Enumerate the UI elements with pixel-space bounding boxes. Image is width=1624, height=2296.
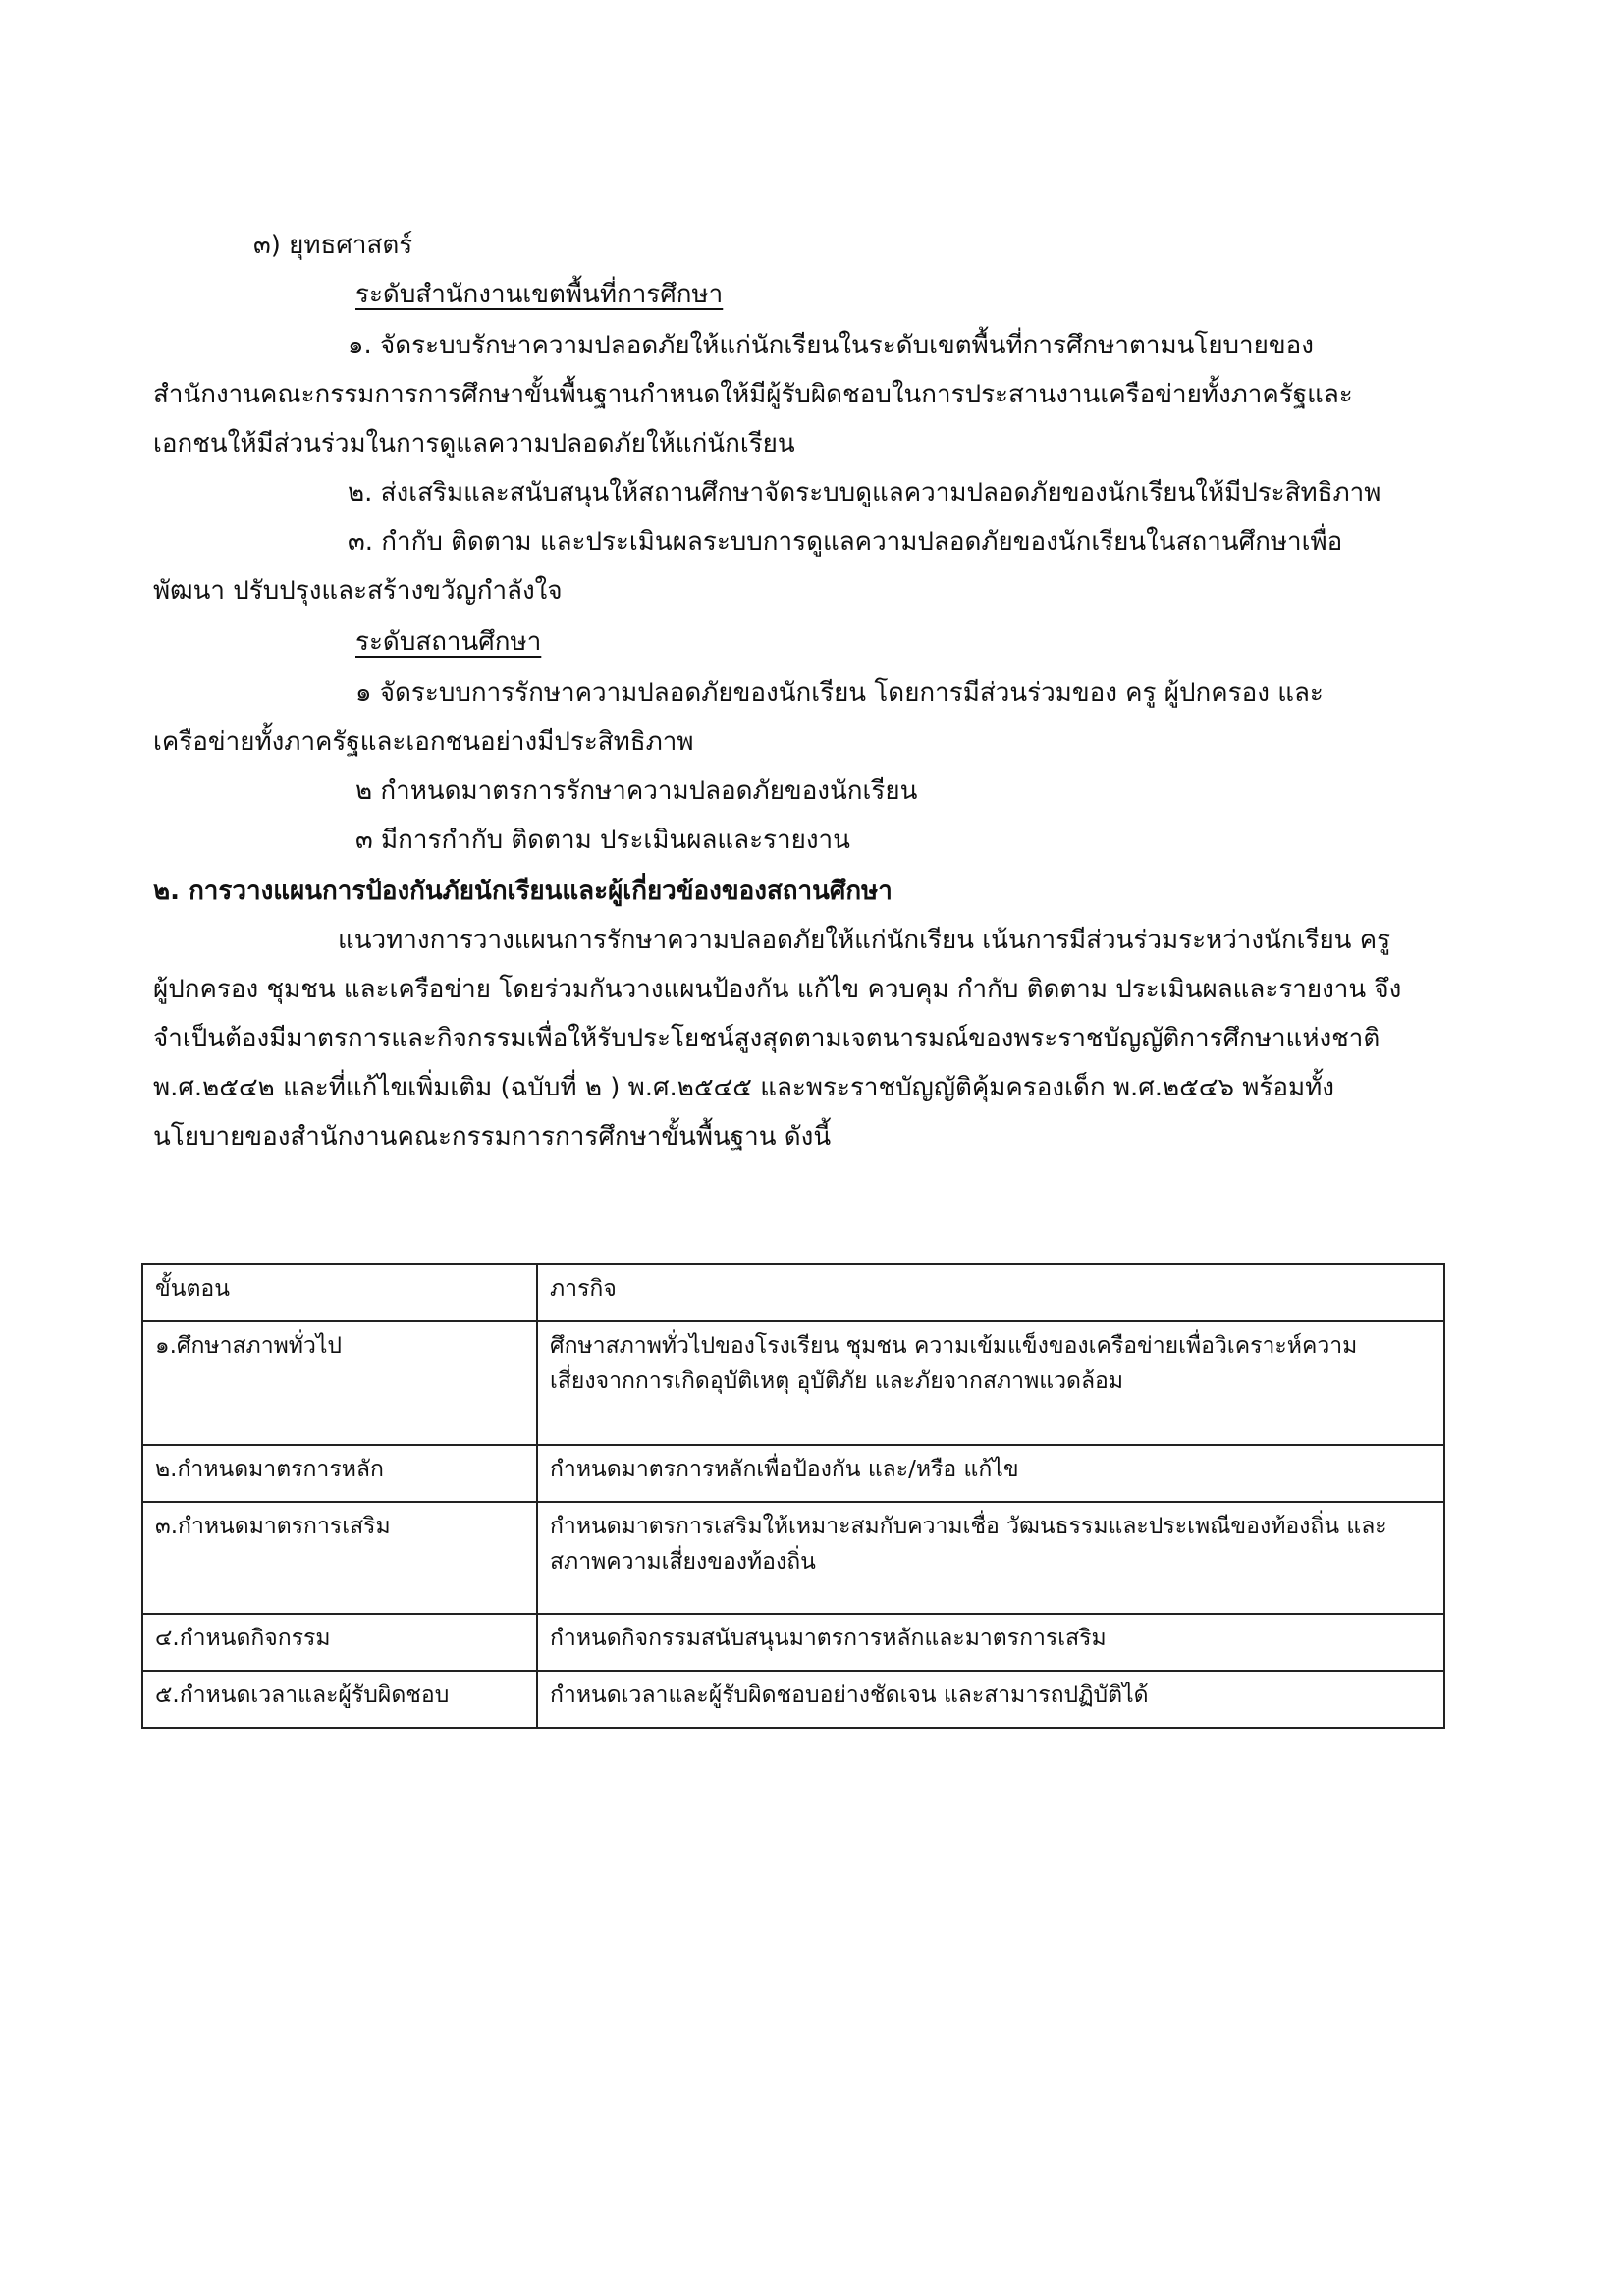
section2-para-line4: พ.ศ.๒๕๔๒ และที่แก้ไขเพิ่มเติม (ฉบับที่ ๒ ) พ.ศ.๒๕๔๕ และพระราชบัญญัติคุ้มครองเด็ก พ.ศ.๒๕๔๖ พร้อมทั้ง	[153, 1073, 1334, 1102]
table-cell-task	[537, 1671, 1444, 1728]
task-line: กำหนดมาตรการเสริมให้เหมาะสมกับความเชื่อ วัฒนธรรมและประเพณีของท้องถิ่น และ	[550, 1514, 1387, 1539]
section2-heading: ๒. การวางแผนการป้องกันภัยนักเรียนและผู้เกี่ยวข้องของสถานศึกษา	[153, 877, 893, 906]
school-item1-line2: เครือข่ายทั้งภาครัฐและเอกชนอย่างมีประสิทธิภาพ	[153, 727, 694, 757]
task-line: กำหนดมาตรการหลักเพื่อป้องกัน และ/หรือ แก้ไข	[550, 1457, 1019, 1482]
table-row	[142, 1671, 1444, 1728]
table-row	[142, 1502, 1444, 1614]
table-cell-task	[537, 1614, 1444, 1671]
table-header-task: ภารกิจ	[537, 1264, 1444, 1321]
table-row	[142, 1445, 1444, 1502]
table-cell-step: ๒.กำหนดมาตรการหลัก	[142, 1445, 537, 1502]
table-row	[142, 1321, 1444, 1445]
table-cell-task	[537, 1445, 1444, 1502]
task-line: สภาพความเสี่ยงของท้องถิ่น	[550, 1549, 816, 1575]
table-header-step: ขั้นตอน	[142, 1264, 537, 1321]
school-item1-line1: ๑ จัดระบบการรักษาความปลอดภัยของนักเรียน โดยการมีส่วนร่วมของ ครู ผู้ปกครอง และ	[355, 678, 1324, 708]
table-row	[142, 1614, 1444, 1671]
table-header-row	[142, 1264, 1444, 1321]
district-item2: ๒. ส่งเสริมและสนับสนุนให้สถานศึกษาจัดระบบดูแลความปลอดภัยของนักเรียนให้มีประสิทธิภาพ	[348, 478, 1381, 507]
school-level-title: ระดับสถานศึกษา	[355, 627, 542, 657]
district-item1-line2: สำนักงานคณะกรรมการการศึกษาขั้นพื้นฐานกำหนดให้มีผู้รับผิดชอบในการประสานงานเครือข่ายทั้งภาครัฐและ	[153, 380, 1353, 409]
section2-para-line5: นโยบายของสำนักงานคณะกรรมการการศึกษาขั้นพื้นฐาน ดังนี้	[153, 1122, 832, 1151]
task-line: กำหนดกิจกรรมสนับสนุนมาตรการหลักและมาตรการเสริม	[550, 1626, 1107, 1651]
school-item3: ๓ มีการกำกับ ติดตาม ประเมินผลและรายงาน	[355, 826, 850, 855]
task-line: กำหนดเวลาและผู้รับผิดชอบอย่างชัดเจน และสามารถปฏิบัติได้	[550, 1682, 1149, 1708]
table-cell-step: ๕.กำหนดเวลาและผู้รับผิดชอบ	[142, 1671, 537, 1728]
section2-para-line3: จำเป็นต้องมีมาตรการและกิจกรรมเพื่อให้รับประโยชน์สูงสุดตามเจตนารมณ์ของพระราชบัญญัติการศึกษาแห่งชาติ	[153, 1024, 1380, 1053]
table-cell-task	[537, 1502, 1444, 1614]
table-cell-task	[537, 1321, 1444, 1445]
table-cell-step: ๓.กำหนดมาตรการเสริม	[142, 1502, 537, 1614]
planning-steps-table	[141, 1263, 1445, 1729]
task-line: ศึกษาสภาพทั่วไปของโรงเรียน ชุมชน ความเข้มแข็งของเครือข่ายเพื่อวิเคราะห์ความ	[550, 1333, 1358, 1359]
school-item2: ๒ กำหนดมาตรการรักษาความปลอดภัยของนักเรียน	[355, 776, 918, 806]
section2-para-line2: ผู้ปกครอง ชุมชน และเครือข่าย โดยร่วมกันวางแผนป้องกัน แก้ไข ควบคุม กำกับ ติดตาม ประเมินผลและรายงาน จึง	[153, 975, 1402, 1004]
table-cell-step: ๔.กำหนดกิจกรรม	[142, 1614, 537, 1671]
task-line: เสี่ยงจากการเกิดอุบัติเหตุ อุบัติภัย และภัยจากสภาพแวดล้อม	[550, 1368, 1124, 1394]
strategy-heading: ๓) ยุทธศาสตร์	[253, 231, 413, 260]
district-item1-line3: เอกชนให้มีส่วนร่วมในการดูแลความปลอดภัยให้แก่นักเรียน	[153, 429, 795, 458]
section2-para-line1: แนวทางการวางแผนการรักษาความปลอดภัยให้แก่นักเรียน เน้นการมีส่วนร่วมระหว่างนักเรียน ครู	[338, 926, 1391, 955]
district-item3-line2: พัฒนา ปรับปรุงและสร้างขวัญกำลังใจ	[153, 576, 563, 606]
table-cell-step: ๑.ศึกษาสภาพทั่วไป	[142, 1321, 537, 1445]
district-item3-line1: ๓. กำกับ ติดตาม และประเมินผลระบบการดูแลความปลอดภัยของนักเรียนในสถานศึกษาเพื่อ	[348, 527, 1343, 557]
district-item1-line1: ๑. จัดระบบรักษาความปลอดภัยให้แก่นักเรียนในระดับเขตพื้นที่การศึกษาตามนโยบายของ	[348, 331, 1314, 360]
district-level-title: ระดับสำนักงานเขตพื้นที่การศึกษา	[355, 280, 724, 309]
